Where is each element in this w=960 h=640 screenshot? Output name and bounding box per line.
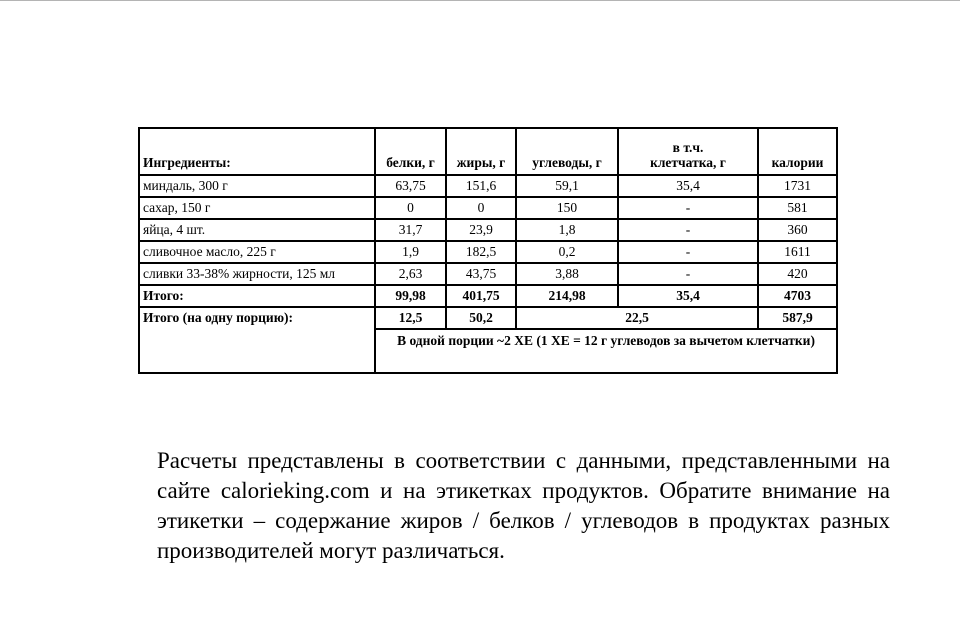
cell-fiber: - <box>618 263 758 285</box>
cell-protein: 63,75 <box>375 175 446 197</box>
header-protein: белки, г <box>375 128 446 175</box>
cell-carbs: 150 <box>516 197 618 219</box>
cell-calories: 420 <box>758 263 837 285</box>
cell-fiber: - <box>618 241 758 263</box>
total-calories: 4703 <box>758 285 837 307</box>
per-serving-calories: 587,9 <box>758 307 837 329</box>
cell-carbs: 1,8 <box>516 219 618 241</box>
per-serving-row <box>139 307 837 329</box>
table-row <box>139 175 837 197</box>
cell-calories: 360 <box>758 219 837 241</box>
table-row <box>139 219 837 241</box>
footnote-paragraph: Расчеты представлены в соответствии с данными, представленными на сайте calorieking.com и на этикетках продуктов. Обратите внимание на этикетки – содержание жиров / белков / углеводов в продуктах разных производителей могут различаться. <box>157 448 890 563</box>
table-row <box>139 241 837 263</box>
per-serving-protein: 12,5 <box>375 307 446 329</box>
cell-protein: 2,63 <box>375 263 446 285</box>
header-ingredients: Ингредиенты: <box>139 128 375 175</box>
header-fiber-line2: клетчатка, г <box>650 155 726 170</box>
header-fat: жиры, г <box>446 128 516 175</box>
cell-ingredient: миндаль, 300 г <box>139 175 375 197</box>
cell-carbs: 3,88 <box>516 263 618 285</box>
table-header-row <box>139 128 837 175</box>
total-protein: 99,98 <box>375 285 446 307</box>
total-fat: 401,75 <box>446 285 516 307</box>
header-fiber <box>618 128 758 175</box>
cell-fiber: 35,4 <box>618 175 758 197</box>
table-row <box>139 197 837 219</box>
cell-calories: 1731 <box>758 175 837 197</box>
cell-ingredient: сливки 33-38% жирности, 125 мл <box>139 263 375 285</box>
total-label: Итого: <box>139 285 375 307</box>
header-calories: калории <box>758 128 837 175</box>
cell-calories: 1611 <box>758 241 837 263</box>
header-carbs: углеводы, г <box>516 128 618 175</box>
total-fiber: 35,4 <box>618 285 758 307</box>
table-row <box>139 263 837 285</box>
cell-fat: 43,75 <box>446 263 516 285</box>
cell-fat: 182,5 <box>446 241 516 263</box>
per-serving-net-carbs: 22,5 <box>516 307 758 329</box>
cell-ingredient: сливочное масло, 225 г <box>139 241 375 263</box>
cell-protein: 1,9 <box>375 241 446 263</box>
cell-calories: 581 <box>758 197 837 219</box>
top-border-line <box>0 0 960 1</box>
cell-carbs: 59,1 <box>516 175 618 197</box>
per-serving-label: Итого (на одну порцию): <box>139 307 375 373</box>
cell-protein: 0 <box>375 197 446 219</box>
nutrition-table <box>138 127 838 374</box>
bread-units-note: В одной порции ~2 ХЕ (1 ХЕ = 12 г углеводов за вычетом клетчатки) <box>375 329 837 373</box>
cell-ingredient: сахар, 150 г <box>139 197 375 219</box>
total-carbs: 214,98 <box>516 285 618 307</box>
cell-fat: 23,9 <box>446 219 516 241</box>
cell-ingredient: яйца, 4 шт. <box>139 219 375 241</box>
cell-carbs: 0,2 <box>516 241 618 263</box>
cell-protein: 31,7 <box>375 219 446 241</box>
cell-fat: 151,6 <box>446 175 516 197</box>
per-serving-fat: 50,2 <box>446 307 516 329</box>
cell-fiber: - <box>618 197 758 219</box>
total-row <box>139 285 837 307</box>
cell-fiber: - <box>618 219 758 241</box>
header-fiber-line1: в т.ч. <box>672 140 704 155</box>
cell-fat: 0 <box>446 197 516 219</box>
